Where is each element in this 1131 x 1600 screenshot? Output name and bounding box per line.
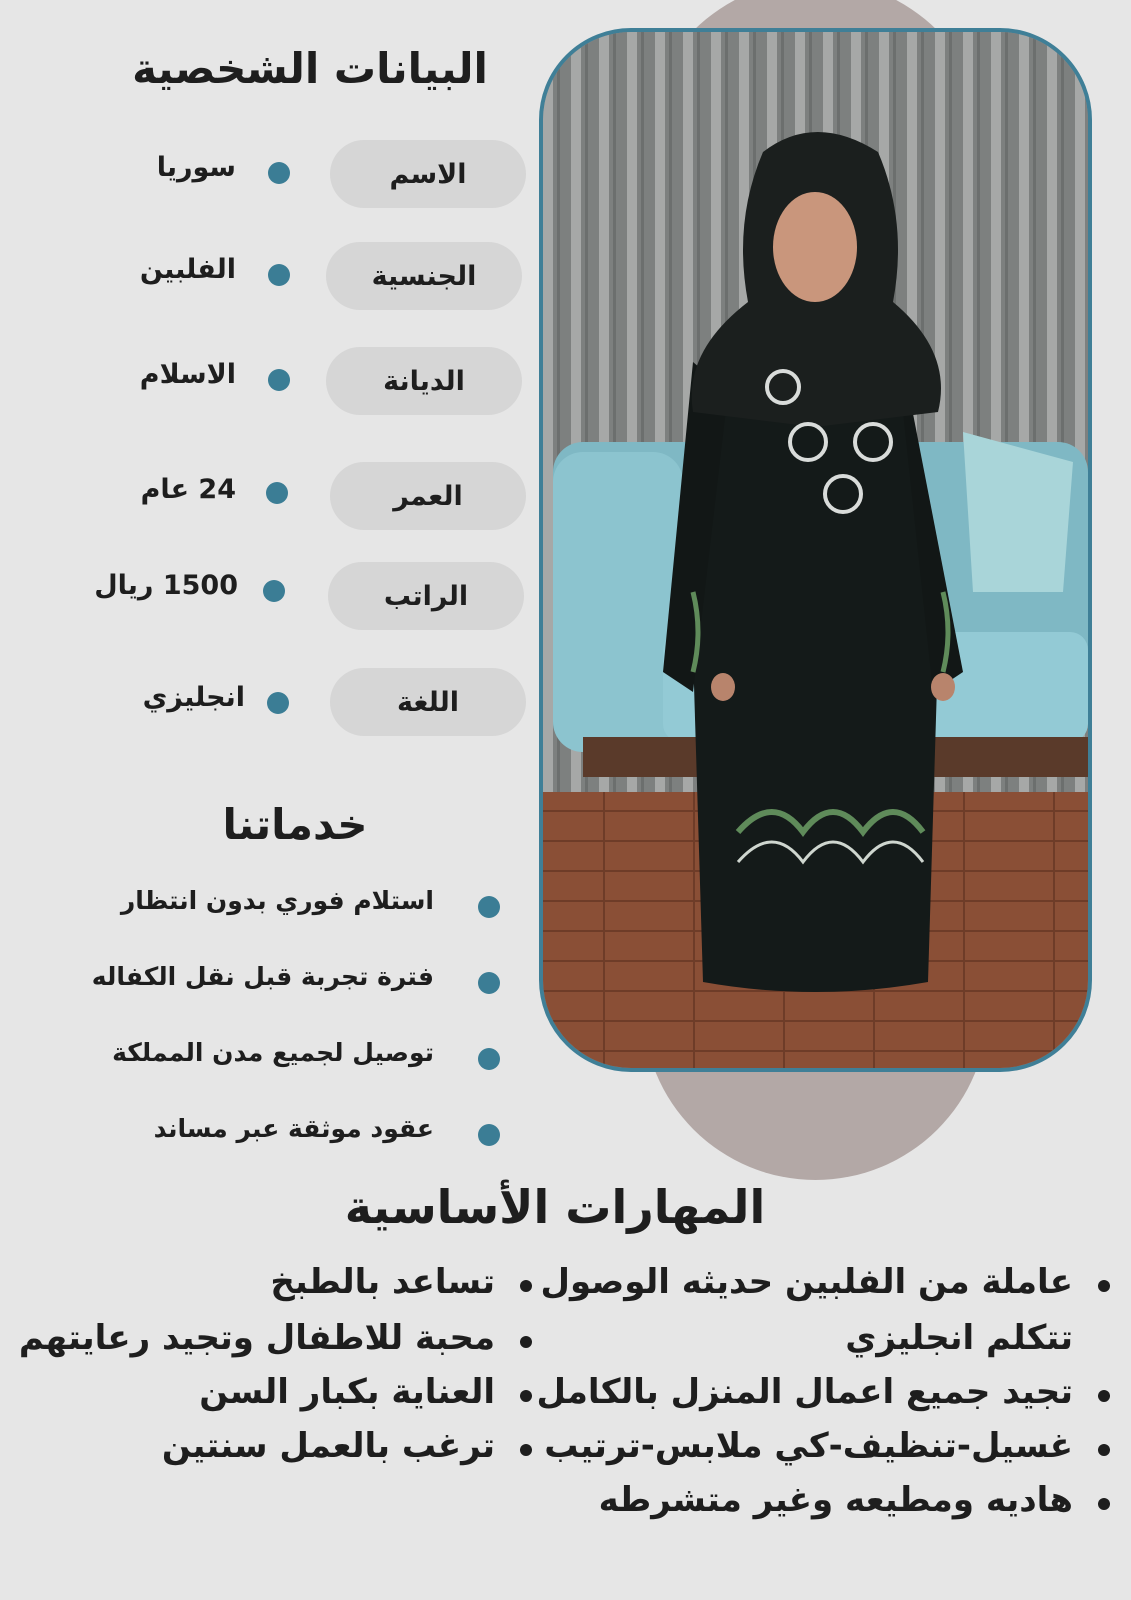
skill-item: تجيد جميع اعمال المنزل بالكامل bbox=[536, 1372, 1073, 1412]
bullet-dot bbox=[520, 1390, 532, 1402]
bullet-dot bbox=[1098, 1280, 1110, 1292]
bullet-dot bbox=[266, 482, 288, 504]
bullet-dot bbox=[478, 1048, 500, 1070]
info-value: الاسلام bbox=[139, 359, 236, 390]
bullet-dot bbox=[478, 1124, 500, 1146]
skill-item: هاديه ومطيعه وغير متشرطه bbox=[598, 1480, 1073, 1520]
service-item bbox=[0, 1038, 520, 1082]
skill-item: ترغب بالعمل سنتين bbox=[161, 1426, 495, 1466]
info-row-language bbox=[0, 668, 530, 738]
service-item bbox=[0, 962, 520, 1006]
bullet-dot bbox=[520, 1336, 532, 1348]
info-label: اللغة bbox=[330, 668, 526, 736]
info-label: الديانة bbox=[326, 347, 522, 415]
services-title: خدماتنا bbox=[222, 800, 368, 849]
skill-item: تتكلم انجليزي bbox=[845, 1318, 1073, 1358]
info-label: الراتب bbox=[328, 562, 524, 630]
service-text: توصيل لجميع مدن المملكة bbox=[112, 1038, 434, 1067]
bullet-dot bbox=[268, 369, 290, 391]
info-label: العمر bbox=[330, 462, 526, 530]
service-text: استلام فوري بدون انتظار bbox=[120, 886, 434, 915]
photo-illustration bbox=[543, 32, 1088, 1068]
info-row-salary bbox=[0, 562, 530, 632]
bullet-dot bbox=[1098, 1390, 1110, 1402]
bullet-dot bbox=[520, 1280, 532, 1292]
service-text: فترة تجربة قبل نقل الكفاله bbox=[91, 962, 434, 991]
bullet-dot bbox=[268, 162, 290, 184]
bullet-dot bbox=[267, 692, 289, 714]
bullet-dot bbox=[263, 580, 285, 602]
info-row-nationality bbox=[0, 242, 530, 312]
info-row-age bbox=[0, 462, 530, 532]
service-text: عقود موثقة عبر مساند bbox=[153, 1114, 434, 1143]
info-value: انجليزي bbox=[142, 682, 245, 713]
info-value: الفلبين bbox=[139, 254, 236, 285]
info-label: الجنسية bbox=[326, 242, 522, 310]
info-value: 24 عام bbox=[140, 474, 236, 505]
worker-photo bbox=[539, 28, 1092, 1072]
bullet-dot bbox=[1098, 1444, 1110, 1456]
info-value: سوريا bbox=[156, 152, 236, 183]
skills-title: المهارات الأساسية bbox=[344, 1180, 766, 1234]
bullet-dot bbox=[478, 896, 500, 918]
info-row-name bbox=[0, 140, 530, 210]
service-item bbox=[0, 886, 520, 930]
service-item bbox=[0, 1114, 520, 1158]
bullet-dot bbox=[520, 1444, 532, 1456]
skill-item: غسيل-تنظيف-كي ملابس-ترتيب bbox=[544, 1426, 1073, 1466]
skill-item: محبة للاطفال وتجيد رعايتهم bbox=[18, 1318, 495, 1358]
skill-item: العناية بكبار السن bbox=[199, 1372, 495, 1412]
personal-data-title: البيانات الشخصية bbox=[132, 44, 488, 93]
skill-item: تساعد بالطبخ bbox=[270, 1262, 495, 1302]
info-label: الاسم bbox=[330, 140, 526, 208]
info-row-religion bbox=[0, 347, 530, 417]
skill-item: عاملة من الفلبين حديثه الوصول bbox=[540, 1262, 1073, 1302]
info-value: 1500 ريال bbox=[94, 570, 238, 601]
bullet-dot bbox=[478, 972, 500, 994]
bullet-dot bbox=[268, 264, 290, 286]
bullet-dot bbox=[1098, 1498, 1110, 1510]
